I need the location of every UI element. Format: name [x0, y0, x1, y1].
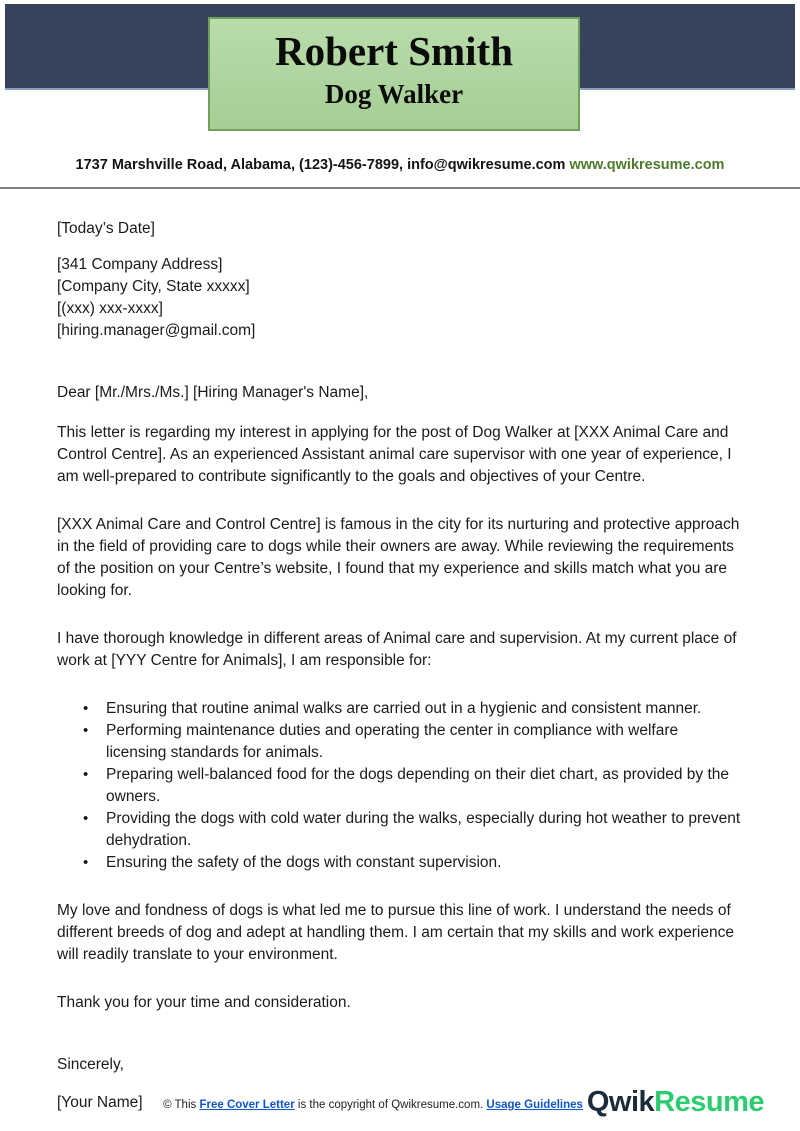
salutation: Dear [Mr./Mrs./Ms.] [Hiring Manager's Name], — [57, 384, 369, 401]
name-plate — [208, 17, 580, 131]
paragraph-intro: This letter is regarding my interest in applying for the post of Dog Walker at [XXX Animal Care and Control Centre]. As an experienced Assistant animal care supervisor with one year of experience, I am well-prepared to contribute significantly to the goals and objectives of your Centre. — [57, 424, 732, 485]
header-divider — [0, 187, 800, 189]
address-line: [hiring.manager@gmail.com] — [57, 322, 256, 339]
contact-text: 1737 Marshville Road, Alabama, (123)-456-7899, info@qwikresume.com — [75, 157, 566, 173]
address-line: [341 Company Address] — [57, 256, 223, 273]
list-item: • Preparing well-balanced food for the dogs depending on their diet chart, as provided by the owners. — [57, 764, 741, 808]
letter-body — [57, 212, 741, 1114]
list-item: • Ensuring that routine animal walks are carried out in a hygienic and consistent manner. — [57, 698, 741, 720]
website-link[interactable]: www.qwikresume.com — [569, 157, 725, 173]
duties-list — [57, 698, 741, 874]
contact-line — [0, 157, 800, 173]
logo-qwik-text: Qwik — [586, 1086, 655, 1118]
signature-placeholder: [Your Name] — [57, 1093, 143, 1111]
logo-resume-text: Resume — [654, 1086, 764, 1118]
recipient-address-block — [57, 254, 741, 342]
qwikresume-logo — [587, 1082, 764, 1122]
address-line: [Company City, State xxxxx] — [57, 278, 250, 295]
list-item: • Providing the dogs with cold water during the walks, especially during hot weather to prevent dehydration. — [57, 808, 741, 852]
list-item: • Ensuring the safety of the dogs with constant supervision. — [57, 852, 741, 874]
paragraph-thanks: Thank you for your time and consideration. — [57, 994, 351, 1011]
candidate-name: Robert Smith — [274, 28, 513, 74]
signoff: Sincerely, — [57, 1056, 124, 1073]
free-cover-letter-link[interactable]: Free Cover Letter — [199, 1099, 295, 1111]
paragraph-experience: I have thorough knowledge in different areas of Animal care and supervision. At my current place of work at [YYY Centre for Animals], I am responsible for: — [57, 630, 737, 669]
paragraph-company: [XXX Animal Care and Control Centre] is famous in the city for its nurturing and protective approach in the field of providing care to dogs while their owners are away. While reviewing the requirements of the position on your Centre’s website, I found that my experience and skills match what you are looking for. — [57, 516, 740, 599]
candidate-job-title: Dog Walker — [324, 79, 464, 109]
date-placeholder: [Today’s Date] — [57, 220, 155, 237]
footer-prefix: © This — [163, 1099, 200, 1111]
list-item: • Performing maintenance duties and operating the center in compliance with welfare licensing standards for animals. — [57, 720, 741, 764]
footer-middle: is the copyright of Qwikresume.com. — [294, 1099, 487, 1111]
address-line: [(xxx) xxx-xxxx] — [57, 300, 163, 317]
usage-guidelines-link[interactable]: Usage Guidelines — [486, 1099, 583, 1111]
paragraph-closing: My love and fondness of dogs is what led me to pursue this line of work. I understand the needs of different breeds of dog and adept at handling them. I am certain that my skills and work experience will readily translate to your environment. — [57, 902, 734, 963]
